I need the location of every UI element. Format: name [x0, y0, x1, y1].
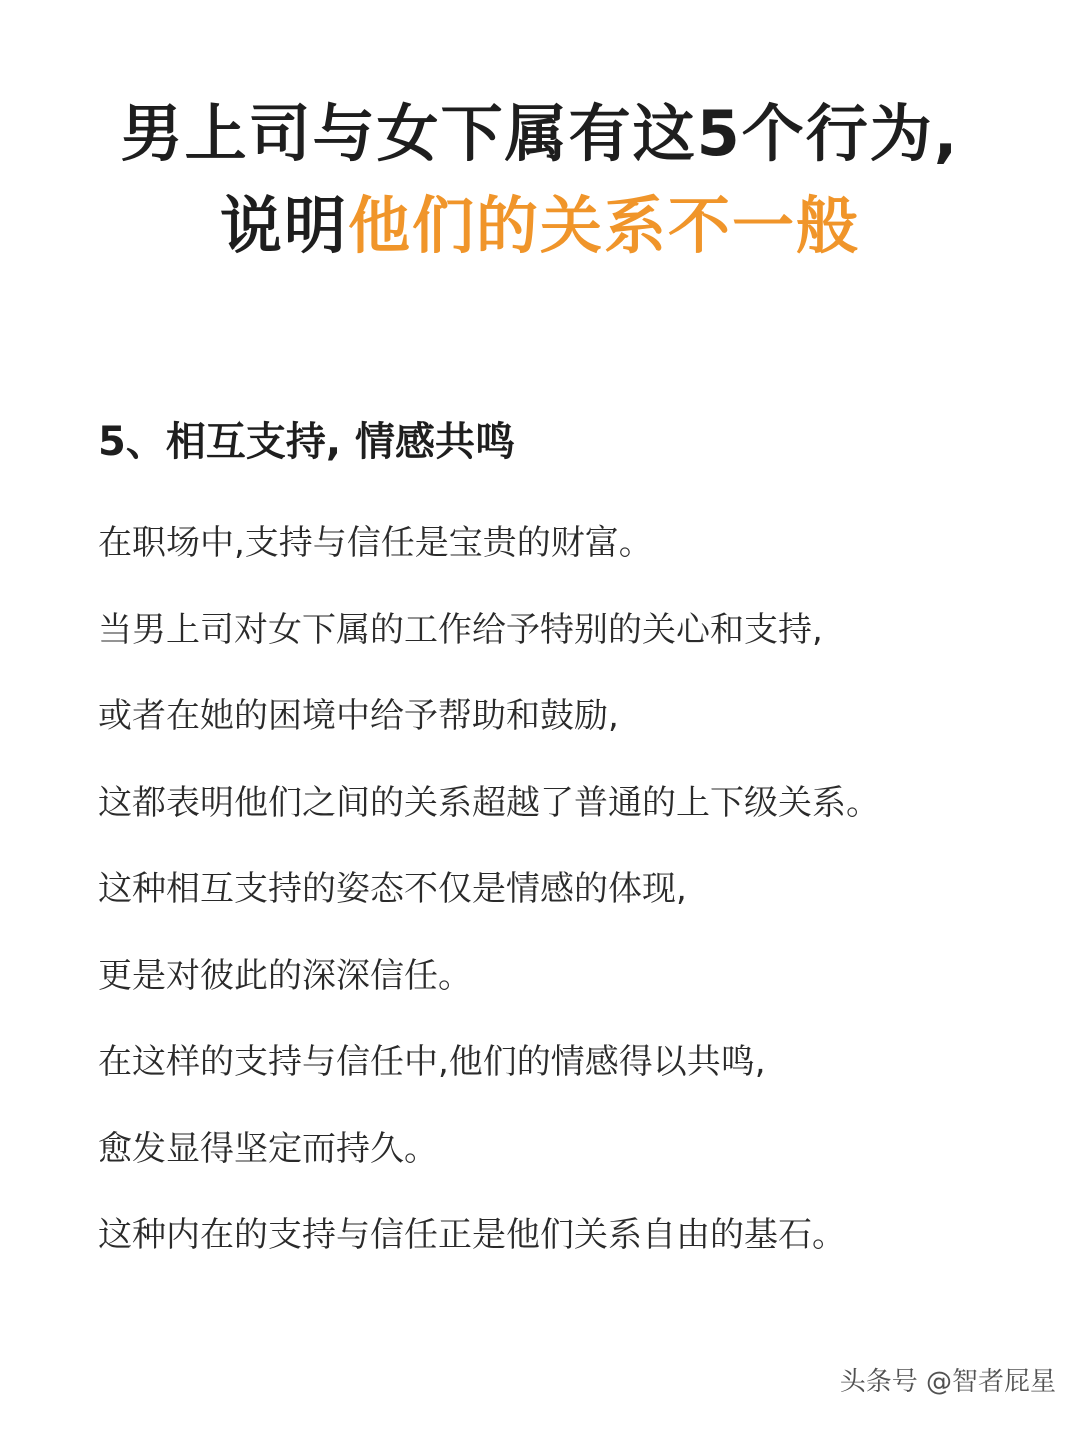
body-line: 愈发显得坚定而持久。 — [98, 1128, 438, 1169]
body-line: 在职场中,支持与信任是宝贵的财富。 — [98, 523, 653, 563]
watermark: 头条号 @智者屁星 — [839, 1367, 1056, 1397]
title-line-2-prefix: 说明 — [219, 189, 348, 262]
body-line: 当男上司对女下属的工作给予特别的关心和支持, — [98, 609, 823, 650]
body-line: 这种相互支持的姿态不仅是情感的体现, — [98, 869, 687, 909]
section-heading: 5、相互支持, 情感共鸣 — [98, 419, 515, 465]
body-line: 在这样的支持与信任中,他们的情感得以共鸣, — [98, 1042, 766, 1082]
body-line: 更是对彼此的深深信任。 — [98, 955, 472, 996]
title-block — [0, 88, 1080, 272]
body-text — [98, 500, 998, 1279]
body-line: 这种内在的支持与信任正是他们关系自由的基石。 — [98, 1215, 846, 1255]
title-line-2-accent: 他们的关系不一般 — [348, 189, 861, 262]
title-line-2 — [0, 180, 1080, 272]
body-line: 这都表明他们之间的关系超越了普通的上下级关系。 — [98, 782, 880, 823]
body-line: 或者在她的困境中给予帮助和鼓励, — [98, 696, 619, 736]
title-line-1: 男上司与女下属有这5个行为, — [120, 97, 960, 170]
